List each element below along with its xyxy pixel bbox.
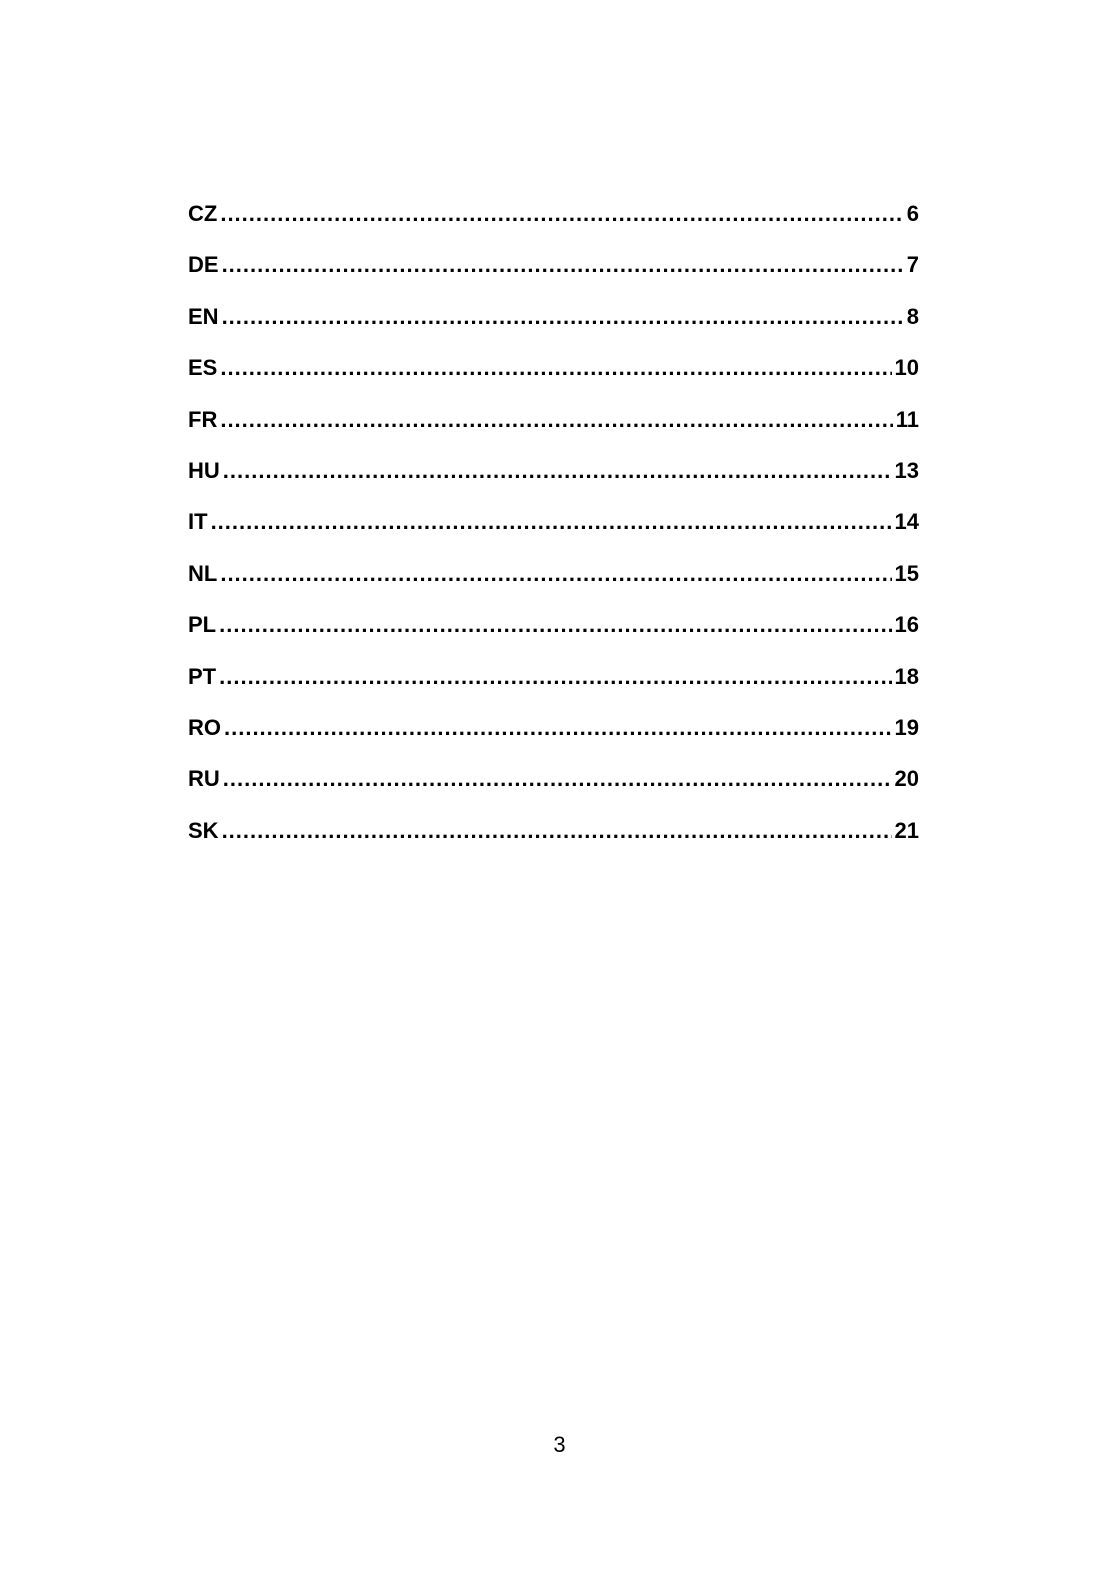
toc-entry-es[interactable] <box>188 348 919 399</box>
toc-entry-page: 15 <box>894 560 919 586</box>
toc-entry-sk[interactable] <box>188 811 919 862</box>
toc-entry-label: EN <box>188 303 219 329</box>
toc-entry-cz[interactable] <box>188 194 919 245</box>
toc-dot-leader <box>220 194 903 234</box>
toc-dot-leader <box>223 451 892 491</box>
toc-dot-leader <box>220 554 891 594</box>
toc-dot-leader <box>222 297 904 337</box>
page-number: 3 <box>553 1432 566 1457</box>
toc-entry-label: RU <box>188 766 220 792</box>
toc-dot-leader <box>220 348 891 388</box>
table-of-contents <box>188 194 919 862</box>
toc-entry-page: 18 <box>894 663 919 689</box>
toc-entry-label: IT <box>188 509 208 535</box>
toc-entry-pt[interactable] <box>188 657 919 708</box>
toc-entry-label: NL <box>188 560 218 586</box>
toc-entry-page: 19 <box>894 714 919 740</box>
toc-entry-it[interactable] <box>188 502 919 553</box>
toc-entry-label: HU <box>188 457 220 483</box>
toc-entry-nl[interactable] <box>188 554 919 605</box>
toc-dot-leader <box>220 400 892 440</box>
toc-entry-page: 11 <box>895 406 919 432</box>
toc-entry-en[interactable] <box>188 297 919 348</box>
toc-entry-de[interactable] <box>188 245 919 296</box>
toc-entry-page: 14 <box>894 509 919 535</box>
toc-entry-page: 7 <box>906 252 919 278</box>
toc-entry-label: ES <box>188 355 218 381</box>
toc-entry-page: 21 <box>894 817 919 843</box>
toc-entry-label: PT <box>188 663 217 689</box>
toc-entry-ro[interactable] <box>188 708 919 759</box>
toc-dot-leader <box>222 245 904 285</box>
toc-dot-leader <box>224 708 892 748</box>
toc-entry-label: FR <box>188 406 218 432</box>
toc-entry-ru[interactable] <box>188 759 919 810</box>
toc-entry-page: 13 <box>894 457 919 483</box>
toc-dot-leader <box>222 811 892 851</box>
toc-entry-page: 10 <box>894 355 919 381</box>
toc-entry-label: DE <box>188 252 219 278</box>
toc-entry-label: SK <box>188 817 219 843</box>
toc-dot-leader <box>211 502 892 542</box>
toc-entry-page: 6 <box>906 201 919 226</box>
toc-entry-label: CZ <box>188 201 218 226</box>
toc-entry-fr[interactable] <box>188 400 919 451</box>
toc-entry-label: PL <box>188 612 217 638</box>
toc-dot-leader <box>219 657 891 697</box>
toc-entry-hu[interactable] <box>188 451 919 502</box>
toc-entry-page: 8 <box>906 303 919 329</box>
toc-dot-leader <box>223 759 892 799</box>
toc-entry-label: RO <box>188 714 221 740</box>
toc-entry-pl[interactable] <box>188 605 919 656</box>
toc-dot-leader <box>219 605 891 645</box>
toc-entry-page: 16 <box>894 612 919 638</box>
toc-entry-page: 20 <box>894 766 919 792</box>
